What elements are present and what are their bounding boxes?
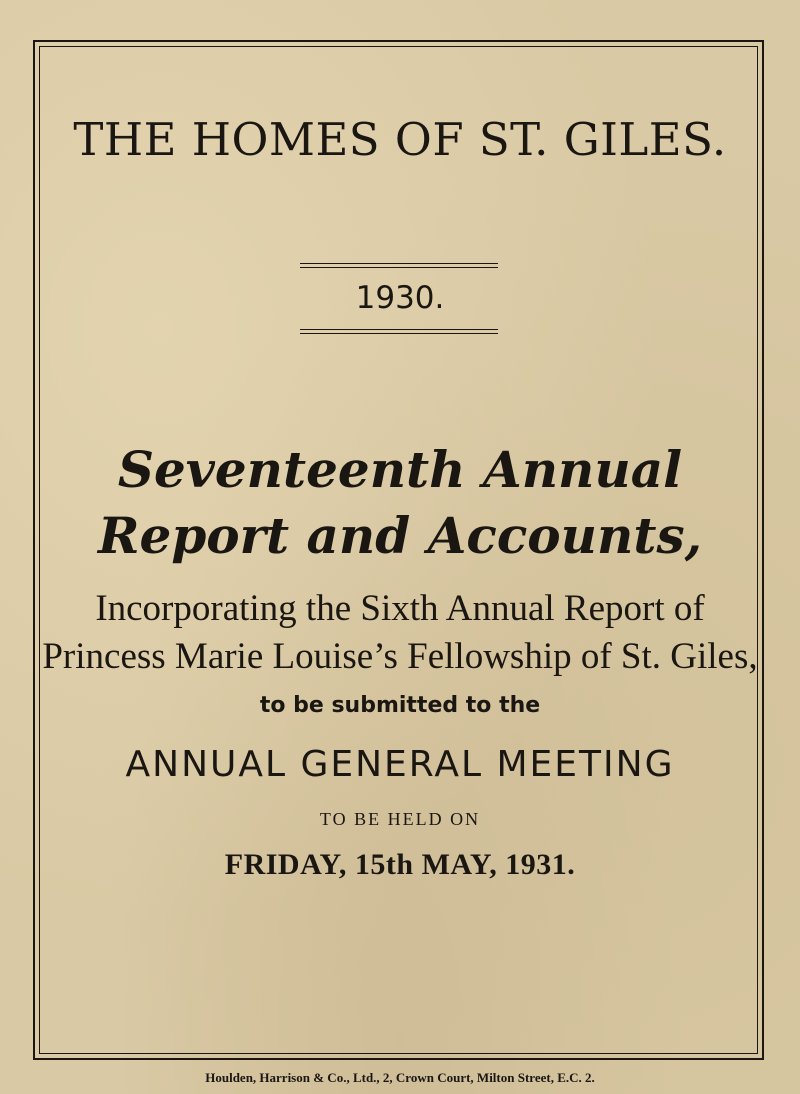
incorporating-line-1: Incorporating the Sixth Annual Report of [95,588,705,629]
printer-imprint: Houlden, Harrison & Co., Ltd., 2, Crown Court, Milton Street, E.C. 2. [205,1070,595,1085]
meeting-heading: ANNUAL GENERAL MEETING [125,744,675,785]
submitted-text: to be submitted to the [259,693,541,718]
meeting-date: FRIDAY, 15th MAY, 1931. [224,848,576,881]
report-heading-line-2: Report and Accounts, [97,506,703,565]
double-rule-top [300,263,498,268]
report-heading-line-1: Seventeenth Annual [117,440,683,499]
report-year: 1930. [355,280,445,316]
held-on-text: TO BE HELD ON [319,809,481,829]
incorporating-line-2: Princess Marie Louise’s Fellowship of St. Giles, [42,636,758,677]
double-rule-bottom [300,329,498,334]
document-title: THE HOMES OF ST. GILES. [73,113,727,166]
